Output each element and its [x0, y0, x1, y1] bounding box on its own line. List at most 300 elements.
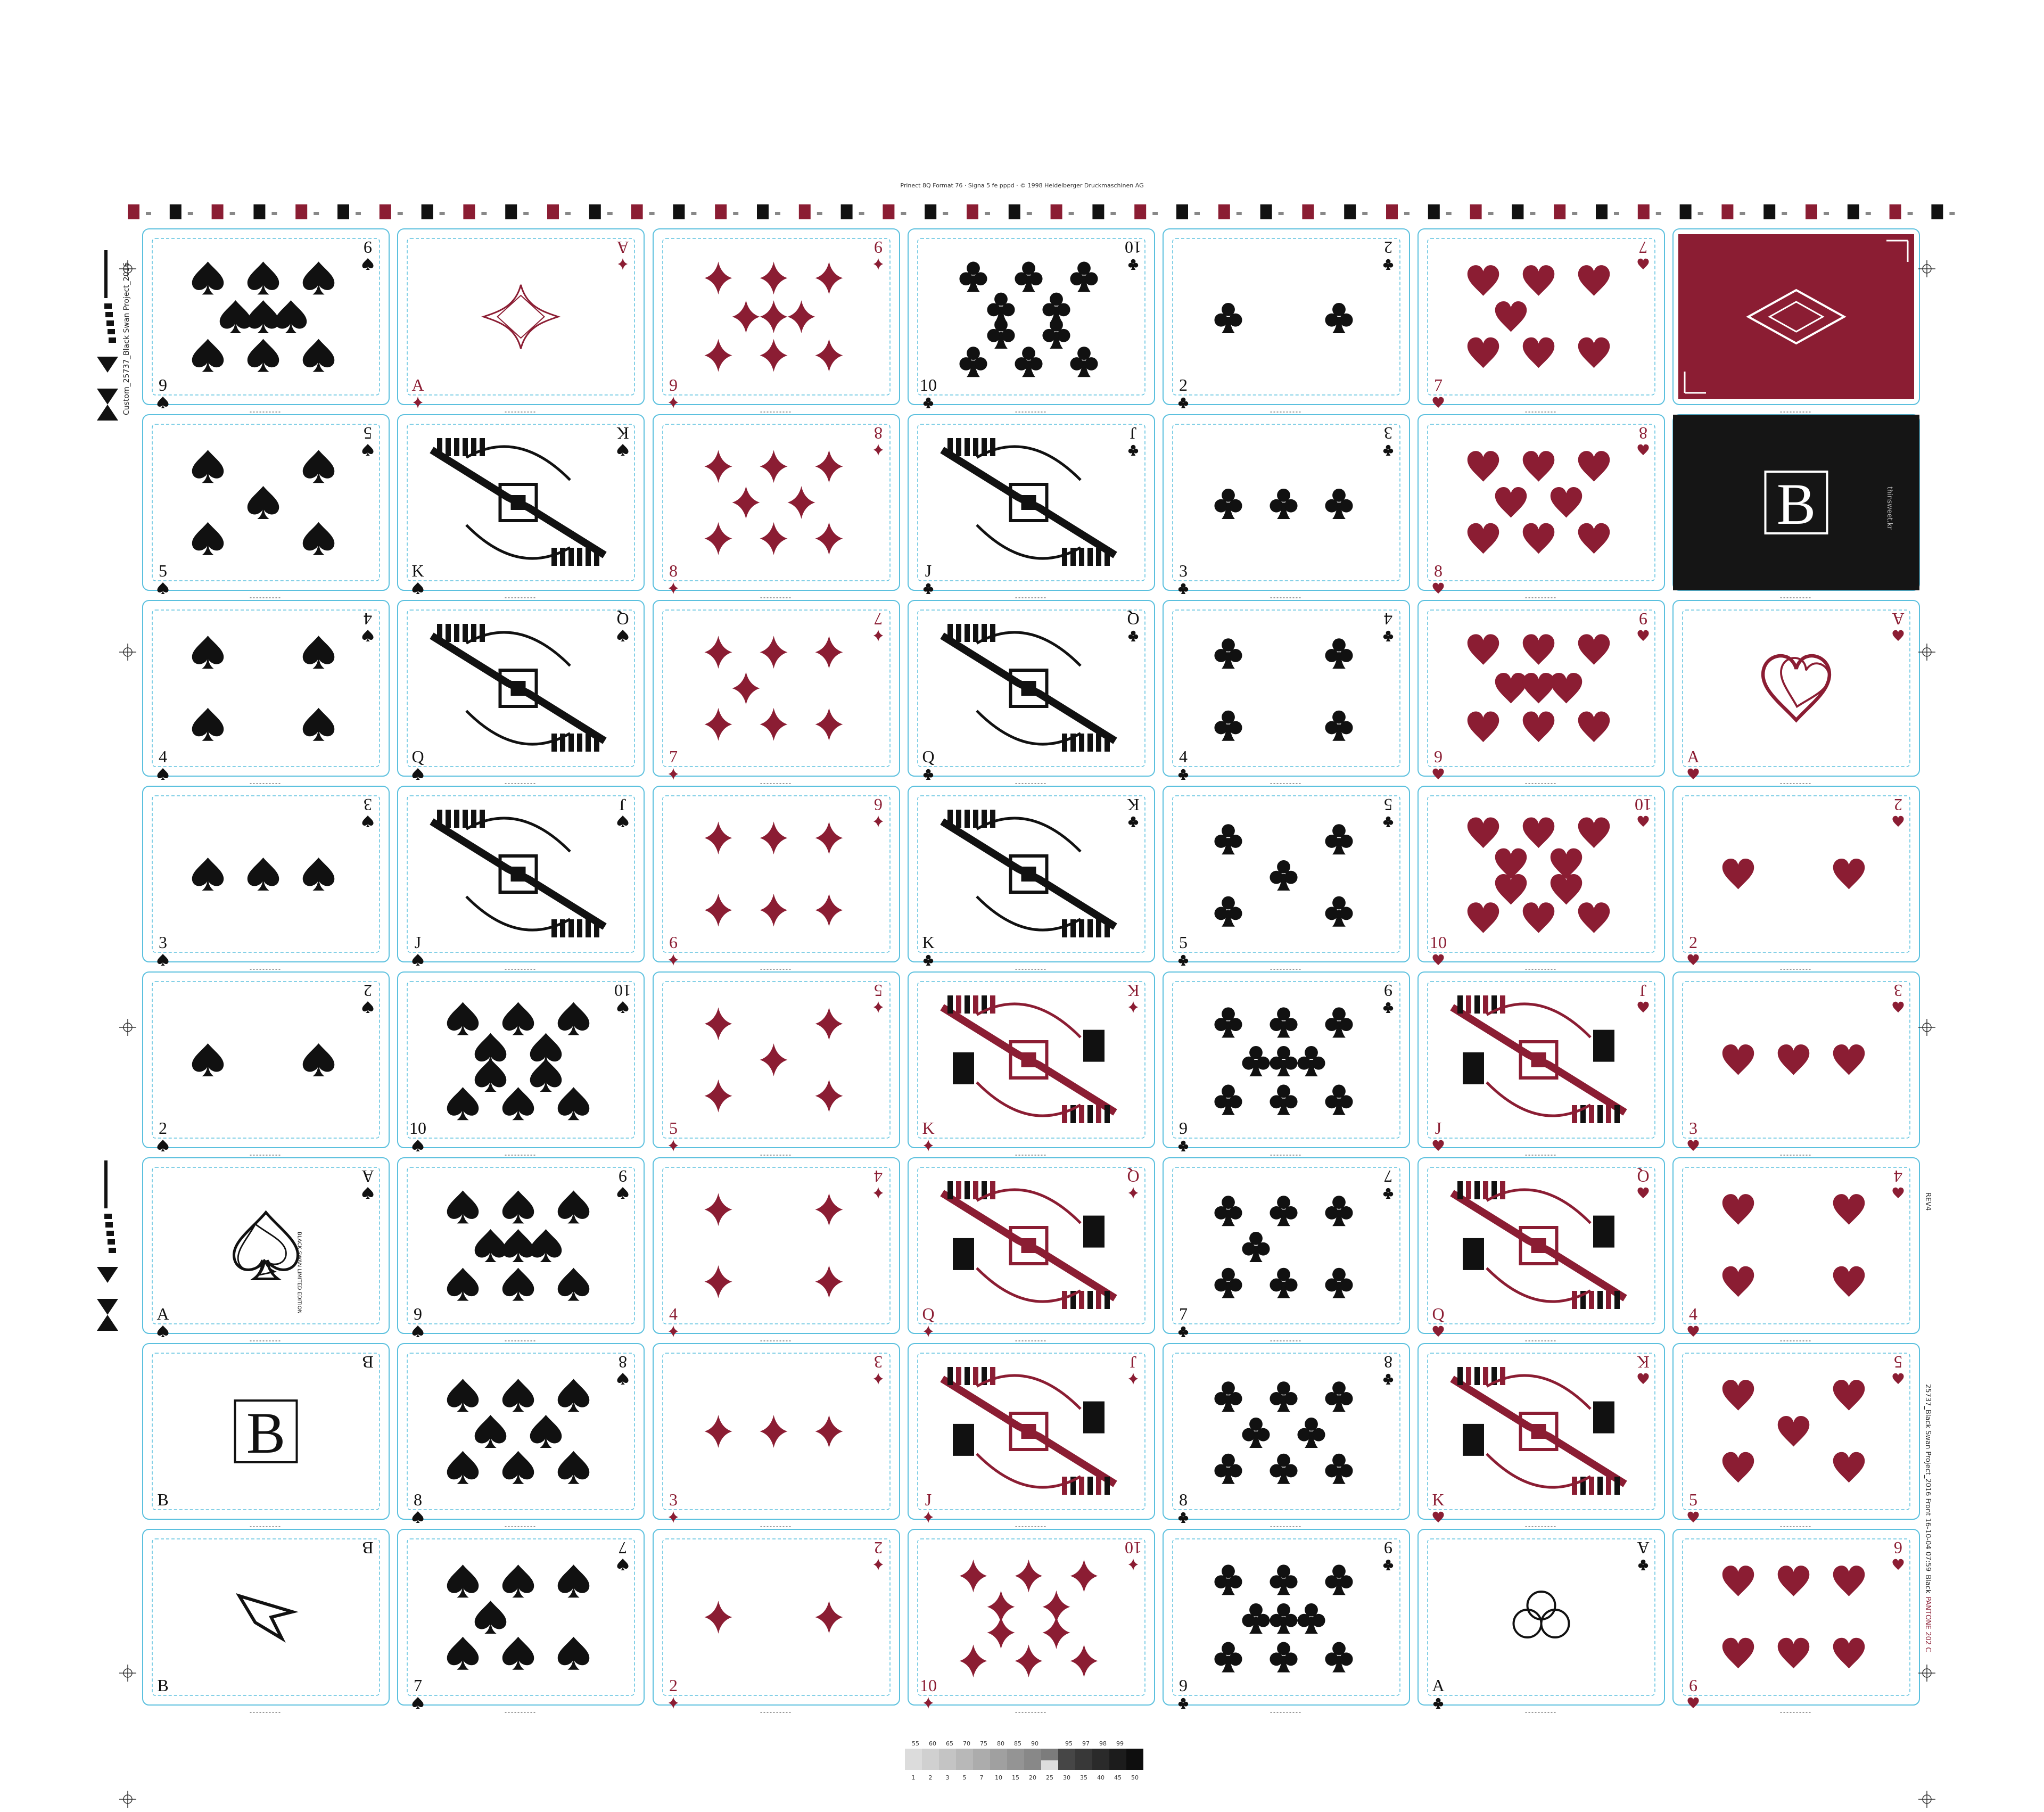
court-crown-block — [990, 995, 995, 1014]
playing-card — [1163, 415, 1410, 598]
court-crown-block — [594, 734, 599, 752]
corner-rank: K — [922, 1118, 935, 1138]
club-lobe — [1229, 1464, 1242, 1478]
club-lobe — [1229, 1206, 1242, 1220]
playing-card — [908, 1344, 1155, 1527]
registration-dot — [1698, 212, 1703, 215]
corner-rank: A — [616, 238, 629, 257]
court-emblem-core — [1531, 1424, 1546, 1439]
registration-patch — [715, 204, 727, 219]
club-lobe — [1284, 1575, 1298, 1588]
court-crown-block — [1087, 548, 1093, 566]
court-crown-block — [1614, 1105, 1620, 1123]
registration-patch — [1051, 204, 1062, 219]
playing-card — [1673, 1344, 1919, 1527]
club-lobe — [1284, 499, 1298, 513]
playing-card — [1418, 1344, 1664, 1527]
court-crown-block — [973, 438, 978, 456]
registration-patch — [1218, 204, 1230, 219]
club-lobe — [1284, 1095, 1298, 1108]
court-crown-block — [1105, 1291, 1110, 1309]
court-crown-block — [965, 810, 970, 828]
corner-rank: J — [1130, 1353, 1137, 1372]
court-crown-block — [1606, 1477, 1611, 1495]
court-emblem-core — [511, 867, 526, 882]
gray-scale-bar — [905, 1740, 1143, 1781]
corner-rank: A — [361, 1167, 374, 1186]
registration-dot — [565, 212, 571, 215]
club-lobe — [1270, 1652, 1283, 1666]
corner-rank: 10 — [920, 375, 937, 394]
playing-card — [653, 415, 900, 598]
corner-rank: 4 — [669, 1304, 678, 1323]
playing-card — [1418, 229, 1664, 412]
court-crown-block — [990, 438, 995, 456]
court-black-block — [1593, 1030, 1614, 1062]
club-lobe — [1178, 587, 1183, 592]
club-lobe — [1133, 635, 1138, 639]
side-triangle — [97, 405, 118, 421]
playing-card — [908, 972, 1155, 1155]
club-lobe — [1214, 835, 1227, 848]
club-lobe — [1002, 329, 1015, 342]
registration-patch — [883, 204, 894, 219]
club-lobe — [987, 329, 1000, 342]
club-lobe — [1133, 820, 1138, 825]
club-lobe — [1270, 1614, 1283, 1627]
club-lobe — [1183, 959, 1188, 963]
corner-rank: 3 — [1894, 981, 1902, 1000]
registration-patch — [128, 204, 139, 219]
corner-rank: J — [925, 1490, 932, 1509]
scale-bottom-label: 50 — [1131, 1774, 1139, 1781]
corner-rank: 6 — [1689, 1676, 1697, 1695]
court-crown-block — [1466, 1367, 1471, 1385]
club-lobe — [1128, 263, 1133, 268]
rev-label: REV4 — [1924, 1192, 1932, 1211]
club-lobe — [1178, 1330, 1183, 1335]
club-lobe — [1383, 263, 1388, 268]
club-lobe — [1214, 1206, 1227, 1220]
court-crown-block — [1500, 1367, 1505, 1385]
scale-neutral — [1041, 1760, 1058, 1770]
corner-rank: Q — [411, 747, 424, 766]
registration-dot — [1446, 212, 1452, 215]
playing-card — [398, 229, 644, 412]
corner-rank: J — [414, 933, 422, 952]
court-crown-block — [956, 624, 961, 642]
playing-card — [908, 415, 1155, 598]
playing-card — [1418, 1529, 1664, 1712]
registration-patch — [1260, 204, 1272, 219]
playing-card — [1163, 229, 1410, 412]
playing-card — [653, 229, 900, 412]
scale-patch — [1024, 1749, 1041, 1770]
cut-line — [143, 1158, 389, 1333]
corner-rank: 5 — [159, 561, 167, 580]
club-lobe — [1178, 1144, 1183, 1149]
club-lobe — [1325, 1206, 1338, 1220]
club-lobe — [1325, 907, 1338, 920]
court-crown-block — [1474, 1367, 1480, 1385]
corner-rank: 5 — [1689, 1490, 1697, 1509]
court-crown-block — [1597, 1477, 1603, 1495]
court-crown-block — [586, 734, 591, 752]
court-crown-block — [1500, 995, 1505, 1014]
corner-rank: 7 — [874, 610, 883, 629]
court-crown-block — [1096, 1105, 1101, 1123]
club-lobe — [1214, 721, 1227, 735]
corner-rank: 3 — [1384, 424, 1392, 443]
registration-patch — [589, 204, 601, 219]
club-lobe — [1340, 721, 1353, 735]
court-crown-block — [480, 624, 485, 642]
cut-line — [1673, 786, 1919, 962]
court-emblem-core — [1531, 1238, 1546, 1253]
club-lobe — [1229, 649, 1242, 662]
registration-patch — [1931, 204, 1943, 219]
club-lobe — [1325, 1279, 1338, 1292]
club-lobe — [1383, 635, 1388, 639]
cut-line — [1163, 1158, 1410, 1333]
club-lobe — [1183, 587, 1188, 592]
scale-bottom-label: 10 — [995, 1774, 1002, 1781]
corner-rank: 2 — [1894, 795, 1902, 814]
club-lobe — [1183, 1330, 1188, 1335]
court-crown-block — [1079, 919, 1084, 937]
court-crown-block — [454, 438, 459, 456]
cut-line — [653, 415, 900, 590]
scale-bottom-label: 5 — [962, 1774, 967, 1781]
registration-dot — [1279, 212, 1284, 215]
registration-patch — [1890, 204, 1901, 219]
registration-patch — [925, 204, 936, 219]
side-label: Custom_25737_Black Swan Project_2016 — [122, 262, 131, 415]
corner-rank: 5 — [1179, 933, 1188, 952]
playing-card — [1673, 1158, 1919, 1341]
club-lobe — [1297, 1614, 1311, 1627]
registration-patch — [1763, 204, 1775, 219]
playing-card — [143, 1158, 389, 1341]
court-crown-block — [990, 1181, 995, 1199]
registration-dot — [146, 212, 151, 215]
court-crown-block — [1483, 995, 1488, 1014]
ace-spade-text: BLACK SWAN LIMITED EDITION — [296, 1232, 302, 1314]
corner-rank: 3 — [669, 1490, 678, 1509]
club-lobe — [987, 303, 1000, 316]
corner-rank: 4 — [1689, 1304, 1697, 1323]
corner-rank: B — [362, 1538, 374, 1558]
court-crown-block — [577, 919, 582, 937]
court-emblem-core — [1021, 495, 1036, 510]
registration-patch — [422, 204, 433, 219]
corner-rank: 7 — [1384, 1167, 1392, 1186]
playing-card — [398, 786, 644, 969]
club-lobe — [1229, 1018, 1242, 1031]
registration-dot — [859, 212, 864, 215]
court-black-block — [1463, 1238, 1484, 1270]
club-lobe — [1340, 1464, 1353, 1478]
club-lobe — [1214, 1095, 1227, 1108]
registration-dot — [775, 212, 780, 215]
court-crown-block — [1474, 995, 1480, 1014]
court-crown-block — [586, 548, 591, 566]
court-black-block — [953, 1052, 974, 1084]
club-lobe — [1229, 721, 1242, 735]
corner-rank: 5 — [1384, 795, 1392, 814]
scale-bottom-label: 1 — [911, 1774, 916, 1781]
club-lobe — [1325, 835, 1338, 848]
court-crown-block — [973, 624, 978, 642]
side-tick — [104, 1214, 112, 1219]
club-lobe — [1284, 1614, 1298, 1627]
court-crown-block — [568, 919, 574, 937]
court-crown-block — [1087, 1105, 1093, 1123]
job-info — [1924, 1384, 1932, 1652]
court-black-block — [1083, 1030, 1105, 1062]
club-lobe — [1388, 1006, 1393, 1011]
scale-patch — [905, 1749, 922, 1770]
back-small-text: thinsweet.kr — [1885, 487, 1893, 530]
court-figure-art — [432, 613, 605, 763]
scale-top-label: 75 — [980, 1740, 987, 1747]
court-crown-block — [990, 1367, 995, 1385]
scale-bottom-label: 40 — [1097, 1774, 1105, 1781]
corner-rank: J — [1435, 1118, 1442, 1138]
club-lobe — [1297, 1428, 1311, 1442]
club-lobe — [1214, 1018, 1227, 1031]
club-lobe — [1383, 449, 1388, 454]
job-info-text: 25737_Black Swan Project_2016 Front 16-10-04 07:59 — [1924, 1384, 1932, 1572]
court-crown-block — [594, 919, 599, 937]
club-lobe — [1340, 1018, 1353, 1031]
club-lobe — [1325, 1095, 1338, 1108]
scale-dark-patch — [1058, 1749, 1075, 1770]
club-lobe — [1214, 1575, 1227, 1588]
registration-patch — [505, 204, 517, 219]
club-lobe — [1229, 1575, 1242, 1588]
club-lobe — [1270, 1575, 1283, 1588]
club-lobe — [959, 272, 972, 285]
scale-bottom-label: 30 — [1063, 1774, 1070, 1781]
top-caption: Prinect 8Q Format 76 · Signa 5 fe pppd · © 1998 Heidelberger Druckmaschinen AG — [900, 182, 1144, 189]
scale-patch — [1007, 1749, 1024, 1770]
court-crown-block — [1079, 734, 1084, 752]
registration-patch — [337, 204, 349, 219]
registration-dot — [1824, 212, 1829, 215]
court-crown-block — [1457, 995, 1463, 1014]
cut-line — [1673, 1158, 1919, 1333]
club-lobe — [1284, 871, 1298, 884]
court-crown-block — [437, 438, 442, 456]
registration-dot — [188, 212, 193, 215]
ink-pms: PANTONE 202 C — [1924, 1596, 1932, 1652]
playing-card — [908, 1158, 1155, 1341]
court-crown-block — [973, 1367, 978, 1385]
club-lobe — [1070, 357, 1083, 370]
club-lobe — [1214, 499, 1227, 513]
corner-rank: 9 — [159, 375, 167, 394]
court-emblem-core — [511, 681, 526, 696]
corner-rank: 4 — [364, 610, 372, 629]
registration-dot — [1027, 212, 1032, 215]
registration-dot — [230, 212, 235, 215]
court-crown-block — [577, 548, 582, 566]
registration-dot — [1782, 212, 1787, 215]
club-lobe — [1638, 1563, 1643, 1568]
court-figure-art — [1452, 985, 1625, 1135]
ink-black: Black — [1924, 1575, 1932, 1594]
court-crown-block — [956, 1367, 961, 1385]
court-crown-block — [965, 1367, 970, 1385]
club-lobe — [928, 959, 933, 963]
playing-card — [1163, 972, 1410, 1155]
court-figure-art — [942, 613, 1115, 763]
club-lobe — [1242, 1057, 1255, 1070]
corner-rank: J — [619, 795, 627, 814]
club-lobe — [1383, 820, 1388, 825]
playing-card — [908, 1529, 1155, 1712]
registration-patch — [757, 204, 769, 219]
registration-dot — [1656, 212, 1661, 215]
playing-card — [1418, 1158, 1664, 1341]
club-lobe — [1325, 1464, 1338, 1478]
club-lobe — [1340, 835, 1353, 848]
scale-top-label: 65 — [946, 1740, 953, 1747]
registration-patch — [1512, 204, 1523, 219]
scale-top-label: 80 — [997, 1740, 1004, 1747]
club-lobe — [1133, 449, 1138, 454]
corner-rank: Q — [1432, 1304, 1445, 1323]
corner-rank: 6 — [1894, 1538, 1902, 1558]
court-crown-block — [947, 1367, 953, 1385]
court-crown-block — [1614, 1477, 1620, 1495]
playing-card — [653, 1344, 900, 1527]
club-lobe — [1015, 272, 1028, 285]
court-emblem-core — [1021, 1052, 1036, 1067]
court-crown-block — [1079, 1105, 1084, 1123]
cut-line — [908, 1529, 1155, 1705]
corner-rank: 9 — [1179, 1118, 1188, 1138]
corner-rank: 8 — [619, 1353, 627, 1372]
court-crown-block — [454, 810, 459, 828]
court-black-block — [1083, 1402, 1105, 1434]
court-black-block — [1463, 1424, 1484, 1456]
playing-card — [1673, 972, 1919, 1155]
club-lobe — [1057, 329, 1070, 342]
court-crown-block — [463, 624, 468, 642]
court-crown-block — [956, 810, 961, 828]
registration-patch — [170, 204, 182, 219]
corner-rank: Q — [1127, 1167, 1140, 1186]
side-tick — [106, 1231, 114, 1236]
cut-line — [398, 972, 644, 1148]
corner-rank: 7 — [669, 747, 678, 766]
club-lobe — [1128, 449, 1133, 454]
court-crown-block — [1457, 1367, 1463, 1385]
registration-dot — [481, 212, 487, 215]
corner-rank: B — [362, 1353, 374, 1372]
corner-rank: 10 — [920, 1676, 937, 1695]
club-lobe — [1229, 907, 1242, 920]
brand-letter: B — [1776, 472, 1816, 537]
playing-card — [143, 1529, 389, 1712]
club-lobe — [1388, 449, 1393, 454]
corner-rank: A — [1432, 1676, 1445, 1695]
corner-rank: 10 — [1125, 1538, 1142, 1558]
scale-dark-patch — [1092, 1749, 1109, 1770]
registration-dot — [1949, 212, 1955, 215]
club-lobe — [1085, 272, 1098, 285]
playing-card — [1163, 1344, 1410, 1527]
scale-top-label: 97 — [1082, 1740, 1090, 1747]
club-lobe — [1325, 721, 1338, 735]
club-lobe — [1340, 1095, 1353, 1108]
registration-dot — [1194, 212, 1200, 215]
registration-patch — [1302, 204, 1314, 219]
club-lobe — [1257, 1242, 1270, 1256]
court-figure-art — [942, 1356, 1115, 1506]
corner-rank: A — [411, 375, 424, 394]
playing-card — [1418, 415, 1664, 598]
club-lobe — [1257, 1057, 1270, 1070]
corner-rank: 3 — [874, 1353, 883, 1372]
cut-line — [653, 600, 900, 776]
court-figure-art — [432, 799, 605, 949]
registration-patch — [967, 204, 978, 219]
corner-rank: Q — [616, 610, 629, 629]
registration-dot — [1530, 212, 1535, 215]
corner-rank: 5 — [1894, 1353, 1902, 1372]
registration-patch — [212, 204, 224, 219]
registration-patch — [1009, 204, 1020, 219]
club-lobe — [924, 959, 928, 963]
corner-rank: 8 — [1384, 1353, 1392, 1372]
cut-line — [1673, 1529, 1919, 1705]
court-crown-block — [956, 1181, 961, 1199]
court-crown-block — [956, 438, 961, 456]
scale-patch — [990, 1749, 1007, 1770]
club-lobe — [1229, 1652, 1242, 1666]
club-lobe — [1214, 649, 1227, 662]
club-lobe — [1029, 357, 1043, 370]
registration-dot — [271, 212, 277, 215]
corner-rank: Q — [1127, 610, 1140, 629]
club-lobe — [1242, 1428, 1255, 1442]
scale-bottom-label: 2 — [928, 1774, 933, 1781]
court-crown-block — [586, 919, 591, 937]
court-crown-block — [1079, 1291, 1084, 1309]
club-lobe — [1270, 871, 1283, 884]
club-lobe — [1284, 1018, 1298, 1031]
court-crown-block — [965, 1181, 970, 1199]
court-crown-block — [973, 995, 978, 1014]
corner-rank: K — [1432, 1490, 1445, 1509]
scale-bottom-label: 25 — [1046, 1774, 1053, 1781]
playing-card — [398, 972, 644, 1155]
corner-rank: 8 — [1434, 561, 1443, 580]
corner-rank: 7 — [619, 1538, 627, 1558]
corner-rank: 7 — [414, 1676, 422, 1695]
court-crown-block — [973, 810, 978, 828]
court-crown-block — [1483, 1181, 1488, 1199]
club-lobe — [1325, 314, 1338, 327]
registration-patch — [1134, 204, 1146, 219]
registration-patch — [1554, 204, 1565, 219]
club-lobe — [1297, 1057, 1311, 1070]
court-black-block — [1593, 1216, 1614, 1248]
side-marks — [97, 250, 118, 1331]
